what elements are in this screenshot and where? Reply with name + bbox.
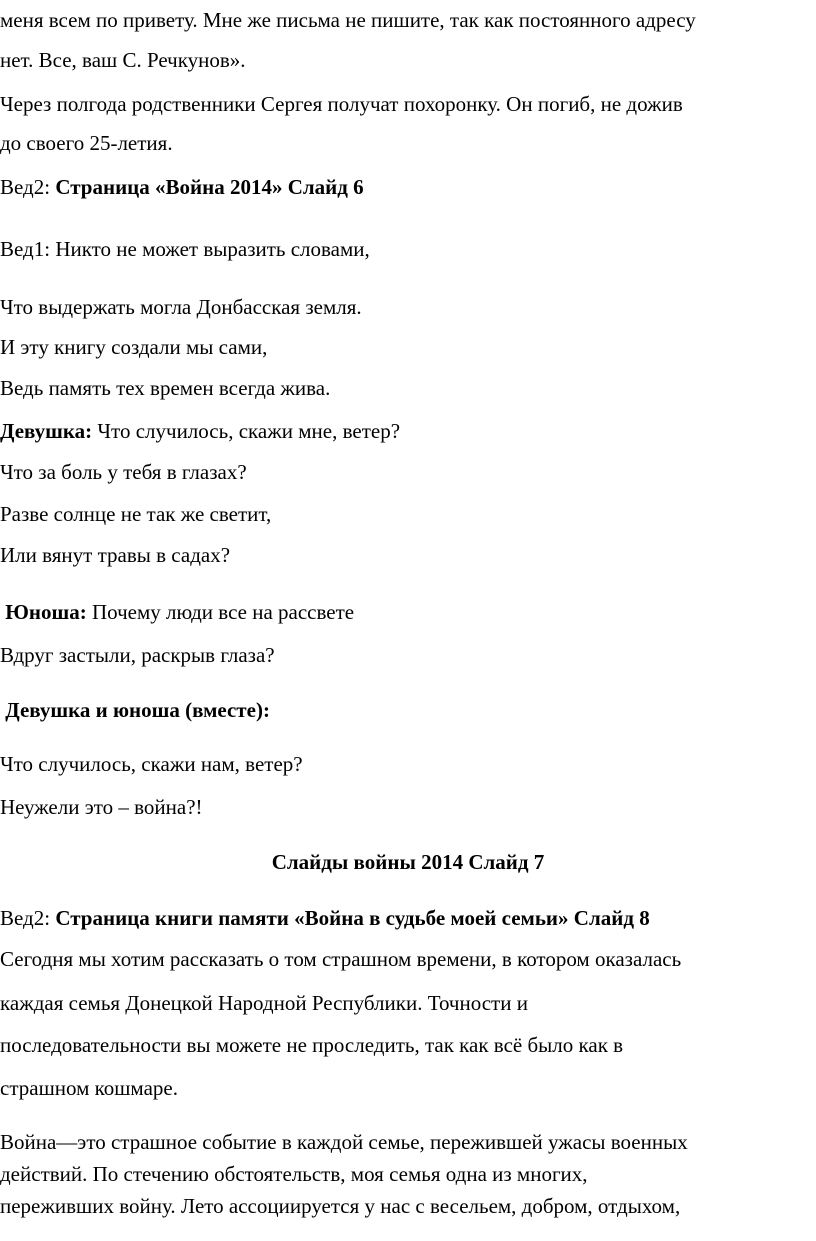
speaker-label: Вед2: — [0, 175, 56, 199]
section-heading: Страница «Война 2014» Слайд 6 — [55, 175, 364, 199]
text-line: Вдруг застыли, раскрыв глаза? — [0, 643, 275, 667]
speaker-line — [0, 602, 354, 623]
speaker-text: Почему люди все на рассвете — [86, 600, 355, 624]
text-line: до своего 25-летия. — [0, 131, 173, 155]
section-heading: Страница книги памяти «Война в судьбе моей семьи» Слайд 8 — [55, 906, 650, 930]
text-line: каждая семья Донецкой Народной Республики. Точности и — [0, 991, 528, 1015]
text-line: Сегодня мы хотим рассказать о том страшном времени, в котором оказалась — [0, 947, 682, 971]
text-line: действий. По стечению обстоятельств, моя семья одна из многих, — [0, 1162, 588, 1186]
text-line: Что за боль у тебя в глазах? — [0, 460, 247, 484]
speaker-line — [0, 421, 400, 442]
speaker-label: Девушка: — [0, 419, 93, 443]
speaker-label: Вед2: — [0, 906, 56, 930]
text-line: меня всем по привету. Мне же письма не пишите, так как постоянного адресу — [0, 8, 696, 32]
text-line: Вед1: Никто не может выразить словами, — [0, 237, 370, 261]
text-line: Или вянут травы в садах? — [0, 543, 231, 567]
text-line: Что случилось, скажи нам, ветер? — [0, 752, 303, 776]
speaker-text: Что случилось, скажи мне, ветер? — [92, 419, 401, 443]
text-line: Неужели это – война?! — [0, 795, 203, 819]
speaker-label: Девушка и юноша (вместе): — [0, 698, 270, 722]
text-line: И эту книгу создали мы сами, — [0, 335, 268, 359]
speaker-line — [0, 908, 650, 929]
centered-heading: Слайды войны 2014 Слайд 7 — [271, 850, 545, 874]
text-line: Что выдержать могла Донбасская земля. — [0, 295, 362, 319]
text-line: нет. Все, ваш С. Речкунов». — [0, 48, 246, 72]
text-line: переживших войну. Лето ассоциируется у нас с весельем, добром, отдыхом, — [0, 1194, 681, 1218]
text-line: последовательности вы можете не проследить, так как всё было как в — [0, 1033, 624, 1057]
text-line: Ведь память тех времен всегда жива. — [0, 376, 331, 400]
speaker-line — [0, 177, 364, 198]
speaker-label: Юноша: — [0, 600, 87, 624]
text-line: Война—это страшное событие в каждой семье, пережившей ужасы военных — [0, 1130, 688, 1154]
text-line: страшном кошмаре. — [0, 1076, 178, 1100]
text-line: Через полгода родственники Сергея получат похоронку. Он погиб, не дожив — [0, 92, 683, 116]
text-line: Разве солнце не так же светит, — [0, 502, 272, 526]
